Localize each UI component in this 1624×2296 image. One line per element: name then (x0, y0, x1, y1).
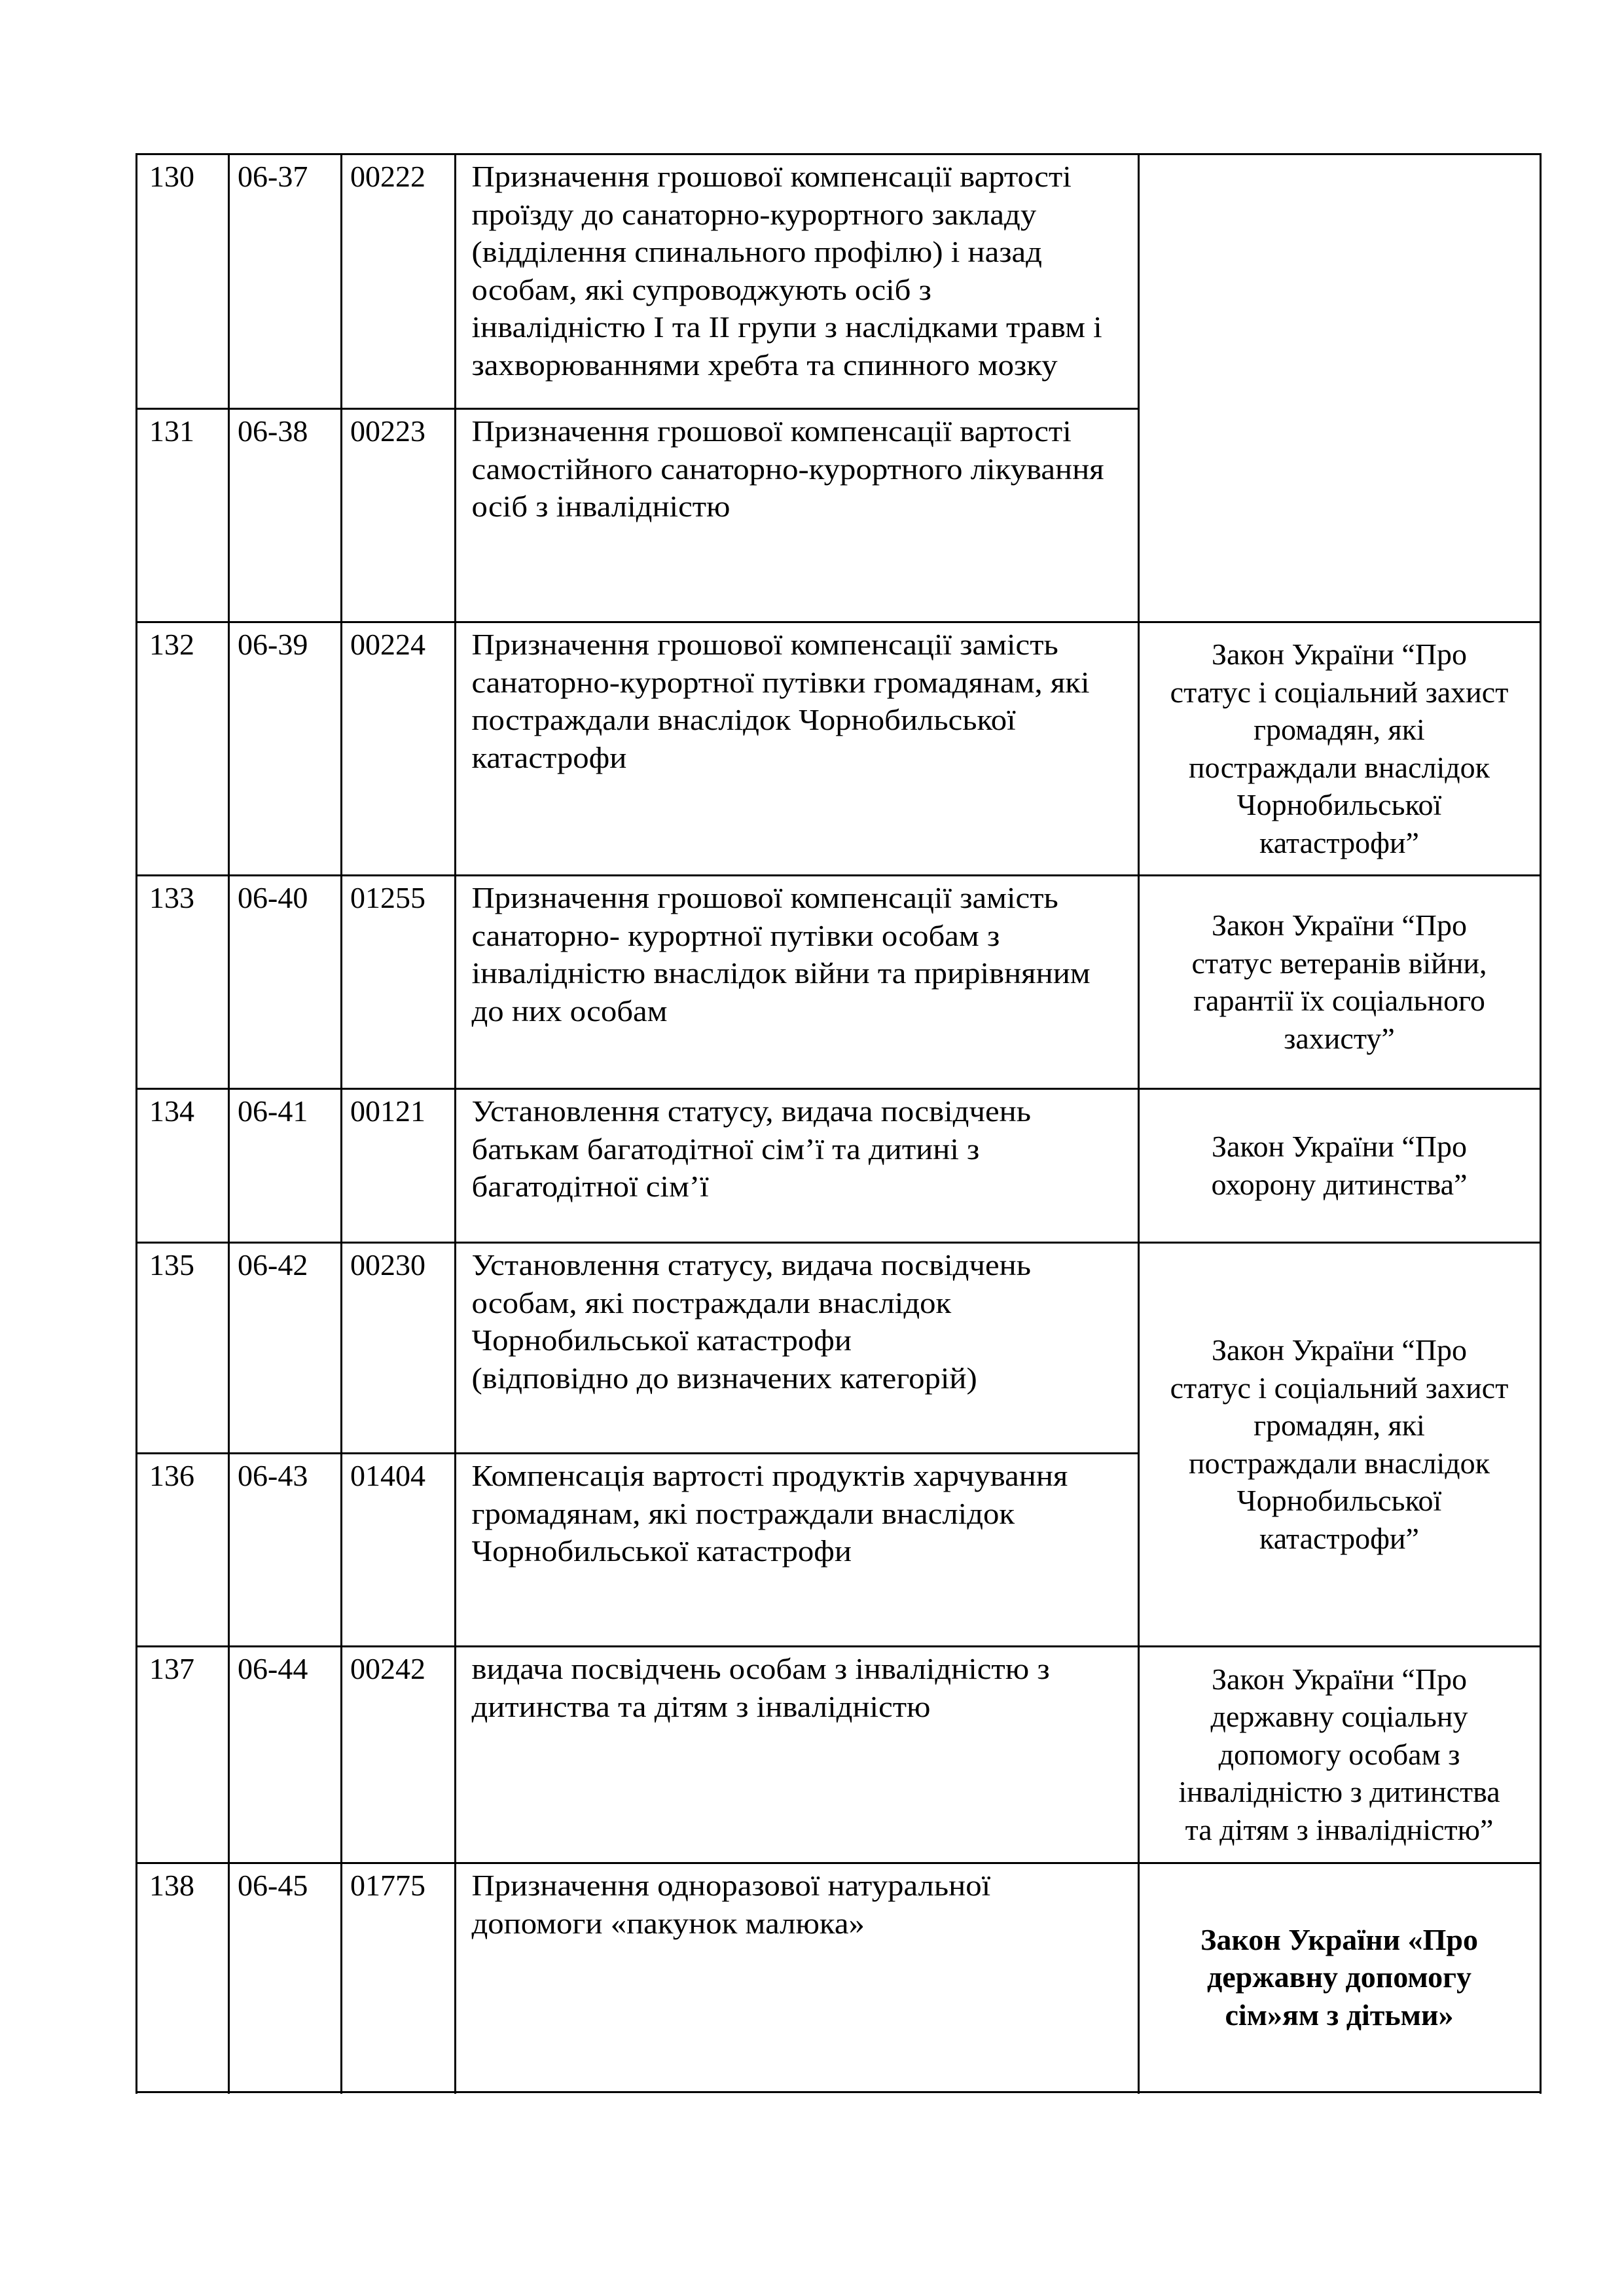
text-line: санаторно- курортної путівки особам з (471, 918, 1000, 952)
text-line: сім»ям з дітьми» (1225, 1998, 1454, 2032)
service-description (455, 408, 1180, 622)
law-reference (1138, 154, 1540, 622)
service-code: 06-38 (238, 414, 308, 448)
text-line: Компенсація вартості продуктів харчування (471, 1459, 1068, 1492)
text-line: статус і соціальний захист (1170, 1371, 1509, 1405)
text-line: захворюваннями хребта та спинного мозку (471, 348, 1058, 382)
text-line: Установлення статусу, видача посвідчень (471, 1248, 1031, 1282)
row-number: 131 (149, 414, 194, 448)
text-line: самостійного санаторно-курортного лікування (471, 452, 1104, 486)
service-code: 06-43 (238, 1459, 308, 1492)
law-reference (1138, 1646, 1540, 1863)
text-line: інвалідністю І та ІІ групи з наслідками травм і (471, 310, 1102, 344)
text-line: батькам багатодітної сім’ї та дитині з (471, 1132, 980, 1166)
text-line: інвалідністю внаслідок війни та прирівняним (471, 956, 1091, 990)
text-line: Призначення грошової компенсації вартості (471, 160, 1072, 193)
text-line: дитинства та дітям з інвалідністю (471, 1689, 931, 1723)
service-description (455, 1646, 1180, 1863)
service-code: 06-39 (238, 628, 308, 661)
text-line: (відповідно до визначених категорій) (471, 1361, 977, 1395)
text-line: Чорнобильської (1236, 788, 1442, 821)
row-number: 134 (149, 1094, 194, 1128)
service-code: 06-44 (238, 1652, 308, 1685)
text-line: катастрофи” (1259, 825, 1419, 859)
service-description (455, 1242, 1180, 1453)
service-description (455, 1453, 1180, 1646)
text-line: Закон України “Про (1211, 1130, 1468, 1163)
text-line: Закон України “Про (1211, 1333, 1468, 1367)
law-reference (1138, 622, 1540, 875)
service-code: 06-42 (238, 1248, 308, 1282)
text-line: Чорнобильської катастрофи (471, 1534, 852, 1568)
service-description (455, 875, 1180, 1088)
service-id: 00230 (350, 1248, 425, 1282)
service-description (455, 1088, 1180, 1242)
text-line: Закон України “Про (1211, 908, 1468, 942)
service-id: 00121 (350, 1094, 425, 1128)
text-line: особам, які постраждали внаслідок (471, 1285, 952, 1319)
text-line: до них особам (471, 994, 668, 1028)
text-line: допомогу особам з (1218, 1737, 1460, 1771)
text-line: допомоги «пакунок малюка» (471, 1906, 865, 1940)
text-line: статус і соціальний захист (1170, 675, 1509, 709)
text-line: захисту” (1284, 1021, 1395, 1055)
service-id: 00242 (350, 1652, 425, 1685)
text-line: Чорнобильської (1236, 1484, 1442, 1517)
text-line: Призначення одноразової натуральної (471, 1869, 991, 1902)
service-id: 01775 (350, 1869, 425, 1902)
row-number: 138 (149, 1869, 194, 1902)
service-id: 01255 (350, 881, 425, 914)
service-id: 00222 (350, 160, 425, 193)
service-code: 06-45 (238, 1869, 308, 1902)
service-description (455, 1863, 1180, 2092)
service-id: 01404 (350, 1459, 425, 1492)
text-line: державну допомогу (1207, 1960, 1471, 1994)
text-line: Призначення грошової компенсації вартості (471, 414, 1072, 448)
service-code: 06-37 (238, 160, 308, 193)
text-line: інвалідністю з дитинства (1178, 1775, 1500, 1809)
text-line: Чорнобильської катастрофи (471, 1323, 852, 1357)
text-line: проїзду до санаторно-курортного закладу (471, 197, 1037, 231)
text-line: громадянам, які постраждали внаслідок (471, 1496, 1015, 1530)
service-code: 06-41 (238, 1094, 308, 1128)
law-reference (1138, 1242, 1540, 1646)
text-line: постраждали внаслідок Чорнобильської (471, 703, 1016, 736)
text-line: державну соціальну (1210, 1700, 1468, 1734)
text-line: Закон України “Про (1211, 1662, 1468, 1696)
service-description (455, 622, 1180, 875)
text-line: багатодітної сім’ї (471, 1170, 709, 1203)
text-line: катастрофи” (1259, 1521, 1419, 1555)
text-line: Призначення грошової компенсації замість (471, 628, 1058, 661)
text-line: громадян, які (1254, 713, 1425, 746)
text-line: санаторно-курортної путівки громадянам, які (471, 665, 1090, 699)
text-line: статус ветеранів війни, (1191, 946, 1487, 980)
service-id: 00224 (350, 628, 425, 661)
text-line: громадян, які (1254, 1408, 1425, 1442)
service-description (455, 154, 1180, 408)
law-reference (1138, 875, 1540, 1088)
row-number: 137 (149, 1652, 194, 1685)
text-line: постраждали внаслідок (1189, 1446, 1490, 1480)
text-line: особам, які супроводжують осіб з (471, 272, 931, 306)
service-id: 00223 (350, 414, 425, 448)
text-line: Призначення грошової компенсації замість (471, 881, 1058, 914)
law-reference (1138, 1863, 1540, 2092)
text-line: постраждали внаслідок (1189, 750, 1490, 784)
text-line: катастрофи (471, 740, 627, 774)
row-number: 136 (149, 1459, 194, 1492)
text-line: гарантії їх соціального (1193, 984, 1485, 1017)
row-number: 133 (149, 881, 194, 914)
text-line: охорону дитинства” (1211, 1167, 1468, 1201)
law-reference (1138, 1088, 1540, 1242)
row-number: 130 (149, 160, 194, 193)
text-line: Установлення статусу, видача посвідчень (471, 1094, 1031, 1128)
text-line: та дітям з інвалідністю” (1185, 1812, 1494, 1846)
text-line: Закон України «Про (1200, 1922, 1478, 1956)
text-line: осіб з інвалідністю (471, 490, 731, 523)
row-number: 132 (149, 628, 194, 661)
text-line: видача посвідчень особам з інвалідністю з (471, 1652, 1050, 1685)
row-number: 135 (149, 1248, 194, 1282)
text-line: (відділення спинального профілю) і назад (471, 235, 1042, 268)
text-line: Закон України “Про (1211, 637, 1468, 671)
service-code: 06-40 (238, 881, 308, 914)
